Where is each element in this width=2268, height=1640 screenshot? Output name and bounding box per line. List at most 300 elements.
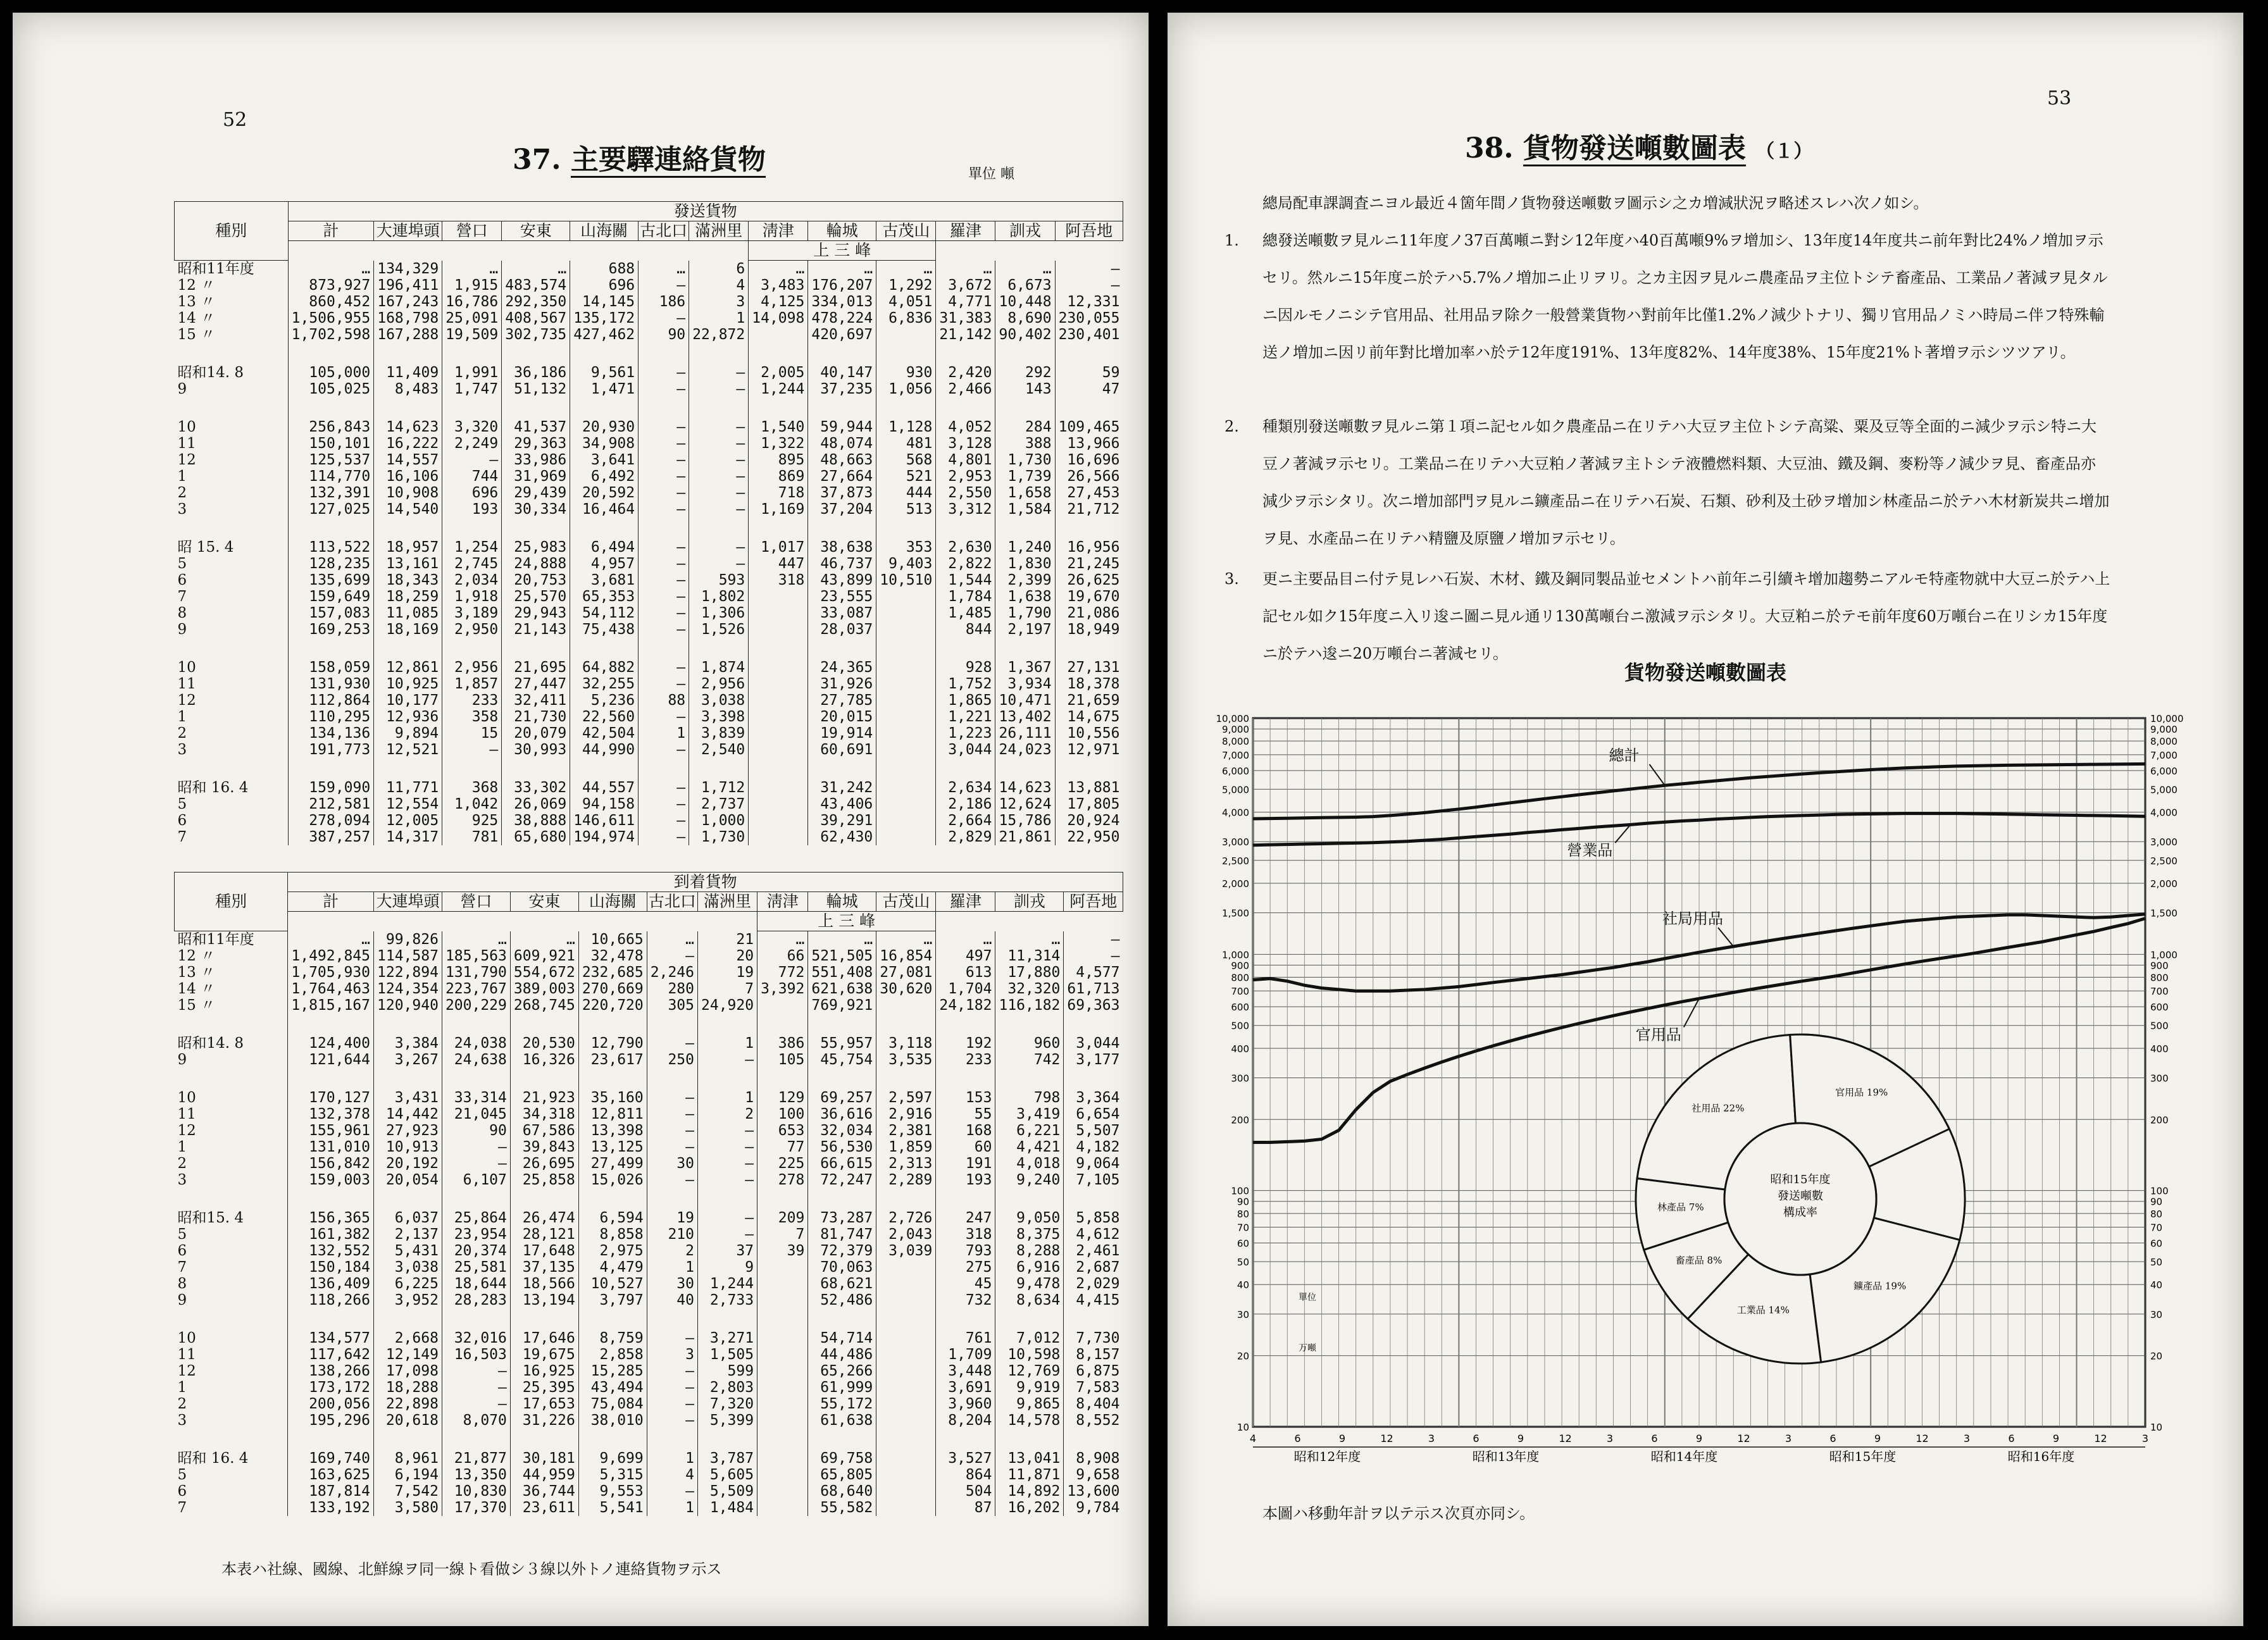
table-cell: 3,320: [442, 416, 502, 435]
table-cell: 225: [757, 1155, 808, 1172]
arrival-column-header: 營口: [442, 892, 510, 912]
table-cell: 138,266: [288, 1363, 374, 1379]
table-cell: 7,583: [1064, 1379, 1123, 1396]
table-cell: 21,086: [1055, 605, 1123, 621]
row-label: 1: [177, 1379, 187, 1396]
table-cell: 19,675: [510, 1346, 578, 1363]
left-title-number: 37.: [513, 144, 561, 176]
table-cell: 18,259: [374, 588, 442, 605]
row-label: 12: [177, 692, 196, 709]
table-cell: [876, 1448, 936, 1467]
y-tick-label-left: 300: [1231, 1072, 1249, 1084]
series-label-leader: [1650, 764, 1665, 785]
table-cell: 150,101: [288, 435, 374, 452]
table-cell: 54,714: [808, 1327, 876, 1346]
table-cell: 36,616: [808, 1106, 876, 1122]
table-cell: —: [647, 1172, 697, 1188]
table-cell: 77: [757, 1139, 808, 1155]
table-cell: 209: [757, 1207, 808, 1226]
table-cell: 168: [936, 1122, 995, 1139]
pie-center-label: 發送噸數: [1778, 1190, 1823, 1203]
y-tick-label-left: 700: [1231, 986, 1249, 998]
table-cell: 2,005: [749, 362, 808, 381]
table-cell: 3,641: [570, 452, 639, 468]
table-cell: —: [698, 1122, 757, 1139]
table-cell: —: [647, 1412, 697, 1429]
x-tick-label: 4: [1249, 1432, 1257, 1444]
table-cell: 13,398: [578, 1122, 647, 1139]
y-tick-label-right: 80: [2150, 1208, 2163, 1220]
table-row: [175, 1396, 1123, 1412]
table-cell: —: [647, 1139, 697, 1155]
table-cell: 134,329: [374, 261, 442, 278]
table-cell: 2,289: [876, 1172, 936, 1188]
table-cell: 127,025: [288, 501, 374, 518]
row-label: 7: [177, 1259, 187, 1276]
table-cell: 131,010: [288, 1139, 374, 1155]
table-row: [175, 931, 1123, 948]
row-label: 昭和11年度: [177, 261, 254, 277]
table-cell: 9,919: [995, 1379, 1064, 1396]
table-cell: 3,672: [936, 277, 995, 294]
table-cell: 4,479: [578, 1259, 647, 1276]
table-cell: 37,135: [510, 1259, 578, 1276]
dispatch-column-header: 營口: [442, 221, 502, 241]
table-cell: 2,540: [689, 742, 749, 758]
x-tick-label: 6: [1651, 1432, 1658, 1444]
paragraph-3-text: 更ニ主要品目ニ付テ見レハ石炭、木材、鐵及鋼同製品並セメントハ前年ニ引續キ增加趨勢ニアルモ特產物就中大豆ニ於テハ上記セル如ク15年度ニ入リ逡ニ圖ニ見ル通リ130萬噸台ニ激減ヲ示シタリ。大豆粕ニ於テモ前年度60万噸台ニ在リシカ15年度ニ於テハ逡ニ20万噸台ニ著減セリ。: [1262, 570, 2110, 662]
table-cell: …: [749, 261, 808, 278]
table-cell: 68,640: [808, 1483, 876, 1500]
table-cell: 73,287: [808, 1207, 876, 1226]
table-cell: 284: [995, 416, 1055, 435]
x-period-label: 昭和15年度: [1829, 1449, 1897, 1464]
table-cell: [757, 997, 808, 1014]
table-cell: 8,404: [1064, 1396, 1123, 1412]
table-cell: 3,044: [1064, 1033, 1123, 1052]
table-cell: 17,648: [510, 1243, 578, 1259]
table-cell: 568: [876, 452, 936, 468]
table-cell: 302,735: [502, 326, 570, 343]
table-cell: 66,615: [808, 1155, 876, 1172]
table-cell: 122,894: [374, 964, 442, 981]
table-cell: 17,805: [1055, 796, 1123, 812]
arrival-column-header: 阿吾地: [1064, 892, 1123, 912]
table-cell: 2,803: [698, 1379, 757, 1396]
table-cell: 129: [757, 1087, 808, 1106]
table-cell: 14,317: [374, 829, 442, 845]
table-cell: 2,916: [876, 1106, 936, 1122]
table-cell: 9,865: [995, 1396, 1064, 1412]
table-cell: 8,552: [1064, 1412, 1123, 1429]
table-cell: 35,160: [578, 1087, 647, 1106]
table-cell: 43,406: [808, 796, 876, 812]
table-cell: 10,830: [442, 1483, 510, 1500]
table-cell: 12,790: [578, 1033, 647, 1052]
row-label: 8: [177, 605, 187, 621]
row-label: 3: [177, 742, 187, 758]
table-cell: 3,044: [936, 742, 995, 758]
row-label: 3: [177, 1412, 187, 1429]
dispatch-column-header: 大連埠頭: [374, 221, 442, 241]
row-spacer: [175, 518, 1123, 537]
table-cell: …: [936, 931, 995, 948]
y-tick-label-left: 800: [1231, 972, 1249, 984]
table-cell: —: [647, 1122, 697, 1139]
y-tick-label-right: 600: [2150, 1002, 2169, 1014]
table-cell: 21,045: [442, 1106, 510, 1122]
table-cell: 18,957: [374, 537, 442, 556]
series-label: 總計: [1609, 747, 1640, 765]
table-cell: —: [647, 1106, 697, 1122]
table-cell: 10,556: [1055, 725, 1123, 742]
table-cell: 798: [995, 1087, 1064, 1106]
table-row: [175, 829, 1123, 845]
table-cell: 61,638: [808, 1412, 876, 1429]
table-cell: 109,465: [1055, 416, 1123, 435]
row-spacer: [175, 638, 1123, 657]
table-cell: [749, 657, 808, 676]
table-row: [175, 725, 1123, 742]
table-cell: 124,400: [288, 1033, 374, 1052]
table-row: [175, 742, 1123, 758]
row-label: 2: [177, 725, 187, 742]
table-cell: 1,000: [689, 812, 749, 829]
arrival-column-header: 古茂山: [876, 892, 936, 912]
table-cell: 65,805: [808, 1467, 876, 1483]
row-spacer: [175, 1188, 1123, 1207]
table-cell: …: [288, 261, 374, 278]
table-cell: 27,499: [578, 1155, 647, 1172]
y-tick-label-left: 5,000: [1222, 784, 1249, 796]
table-cell: 2,461: [1064, 1243, 1123, 1259]
table-cell: 3,392: [757, 981, 808, 997]
table-cell: 447: [749, 556, 808, 572]
table-cell: 1,704: [936, 981, 995, 997]
table-cell: 75,438: [570, 621, 639, 638]
table-cell: 21,923: [510, 1087, 578, 1106]
table-row: [175, 277, 1123, 294]
table-cell: 5,541: [578, 1500, 647, 1516]
table-cell: 12,861: [374, 657, 442, 676]
table-cell: 117,642: [288, 1346, 374, 1363]
table-cell: 2,950: [442, 621, 502, 638]
table-row: [175, 381, 1123, 397]
table-cell: 2,466: [936, 381, 995, 397]
table-cell: 3,448: [936, 1363, 995, 1379]
table-row: [175, 1052, 1123, 1068]
table-cell: 64,882: [570, 657, 639, 676]
table-row: [175, 1207, 1123, 1226]
table-cell: [876, 1412, 936, 1429]
table-cell: 11,409: [374, 362, 442, 381]
table-cell: 10,598: [995, 1346, 1064, 1363]
table-cell: 6,194: [374, 1467, 442, 1483]
table-cell: 100: [757, 1106, 808, 1122]
table-cell: 17,646: [510, 1327, 578, 1346]
table-cell: 10,177: [374, 692, 442, 709]
table-cell: 4: [689, 277, 749, 294]
y-tick-label-right: 20: [2150, 1350, 2163, 1362]
table-cell: 3,934: [995, 676, 1055, 692]
table-cell: 153: [936, 1087, 995, 1106]
table-cell: 6,673: [995, 277, 1055, 294]
x-tick-label: 3: [1963, 1432, 1971, 1444]
table-cell: —: [639, 709, 689, 725]
table-cell: 2,597: [876, 1087, 936, 1106]
table-cell: 1,918: [442, 588, 502, 605]
table-cell: 159,003: [288, 1172, 374, 1188]
table-cell: 14,145: [570, 294, 639, 310]
table-cell: 157,083: [288, 605, 374, 621]
table-cell: 132,552: [288, 1243, 374, 1259]
table-cell: 513: [876, 501, 936, 518]
table-cell: 1,484: [698, 1500, 757, 1516]
y-tick-label-left: 40: [1237, 1279, 1249, 1291]
table-cell: 70,063: [808, 1259, 876, 1276]
table-cell: 12,521: [374, 742, 442, 758]
table-cell: —: [689, 501, 749, 518]
table-cell: 718: [749, 485, 808, 501]
table-row: [175, 1363, 1123, 1379]
table-cell: 161,382: [288, 1226, 374, 1243]
table-row: [175, 621, 1123, 638]
table-cell: 233: [442, 692, 502, 709]
table-cell: 3,267: [374, 1052, 442, 1068]
arrival-column-header: 大連埠頭: [374, 892, 442, 912]
table-cell: 22,950: [1055, 829, 1123, 845]
table-cell: 1,815,167: [288, 997, 374, 1014]
table-cell: 16,326: [510, 1052, 578, 1068]
table-cell: 37,204: [808, 501, 876, 518]
table-cell: 20,374: [442, 1243, 510, 1259]
table-cell: 925: [442, 812, 502, 829]
table-cell: 30,334: [502, 501, 570, 518]
table-row: [175, 362, 1123, 381]
table-row: [175, 796, 1123, 812]
row-label: 6: [177, 572, 187, 588]
table-cell: 1: [698, 1033, 757, 1052]
table-cell: [876, 1467, 936, 1483]
table-cell: 7,320: [698, 1396, 757, 1412]
table-cell: 9,403: [876, 556, 936, 572]
y-tick-label-left: 400: [1231, 1043, 1249, 1055]
table-cell: 37: [698, 1243, 757, 1259]
table-cell: 16,786: [442, 294, 502, 310]
table-cell: …: [936, 261, 995, 278]
table-cell: 860,452: [288, 294, 374, 310]
table-cell: 20,924: [1055, 812, 1123, 829]
table-cell: [876, 1292, 936, 1308]
table-cell: 4,801: [936, 452, 995, 468]
table-cell: 5,236: [570, 692, 639, 709]
y-tick-label-right: 1,000: [2150, 949, 2178, 961]
table-cell: —: [639, 588, 689, 605]
table-cell: 200,229: [442, 997, 510, 1014]
table-cell: 23,954: [442, 1226, 510, 1243]
table-cell: 9,240: [995, 1172, 1064, 1188]
row-label: 2: [177, 1155, 187, 1172]
row-label: 12: [177, 1122, 196, 1139]
table-row: [175, 1033, 1123, 1052]
table-cell: 33,314: [442, 1087, 510, 1106]
table-cell: 192: [936, 1033, 995, 1052]
y-tick-label-left: 8,000: [1222, 736, 1249, 748]
table-cell: 25,983: [502, 537, 570, 556]
table-cell: —: [639, 537, 689, 556]
y-tick-label-right: 800: [2150, 972, 2169, 984]
pie-center-label: 構成率: [1783, 1206, 1817, 1219]
table-cell: [757, 1292, 808, 1308]
table-cell: 20: [698, 948, 757, 964]
table-cell: 26,069: [502, 796, 570, 812]
x-tick-label: 12: [1916, 1432, 1929, 1444]
table-cell: 21,861: [995, 829, 1055, 845]
table-row: [175, 1243, 1123, 1259]
chart-note: 本圖ハ移動年計ヲ以テ示ス次頁亦同シ。: [1262, 1505, 1535, 1522]
table-cell: 233: [936, 1052, 995, 1068]
table-cell: 1,492,845: [288, 948, 374, 964]
table-cell: 19: [698, 964, 757, 981]
dispatch-corner-header: 種別: [175, 202, 289, 261]
row-label: 昭和 16. 4: [177, 1450, 249, 1467]
y-tick-label-right: 60: [2150, 1238, 2163, 1250]
table-cell: 844: [936, 621, 995, 638]
table-row: [175, 416, 1123, 435]
table-cell: 32,478: [578, 948, 647, 964]
table-cell: 20,592: [570, 485, 639, 501]
table-cell: 20,618: [374, 1412, 442, 1429]
table-cell: 9,784: [1064, 1500, 1123, 1516]
y-tick-label-right: 90: [2150, 1196, 2163, 1208]
table-cell: 44,959: [510, 1467, 578, 1483]
y-tick-label-right: 70: [2150, 1222, 2163, 1234]
table-cell: [757, 1259, 808, 1276]
table-cell: 30: [647, 1276, 697, 1292]
table-cell: 1,747: [442, 381, 502, 397]
arrival-column-header: 滿洲里: [698, 892, 757, 912]
table-cell: 3,189: [442, 605, 502, 621]
table-cell: 16,106: [374, 468, 442, 485]
table-cell: 554,672: [510, 964, 578, 981]
table-cell: 21,143: [502, 621, 570, 638]
table-cell: 230,055: [1055, 310, 1123, 326]
table-cell: 20,054: [374, 1172, 442, 1188]
table-cell: —: [639, 452, 689, 468]
x-tick-label: 3: [1428, 1432, 1435, 1444]
arrival-group-header: 上 三 峰: [757, 912, 936, 931]
table-row: [175, 572, 1123, 588]
table-cell: —: [647, 1396, 697, 1412]
table-cell: [876, 777, 936, 796]
table-cell: 4,125: [749, 294, 808, 310]
table-cell: 16,925: [510, 1363, 578, 1379]
table-cell: 1,752: [936, 676, 995, 692]
table-cell: 167,243: [374, 294, 442, 310]
row-label: 13 〃: [177, 294, 216, 310]
table-cell: 20,753: [502, 572, 570, 588]
table-cell: 3,960: [936, 1396, 995, 1412]
table-cell: 105: [757, 1052, 808, 1068]
table-cell: 1,830: [995, 556, 1055, 572]
table-cell: 1,705,930: [288, 964, 374, 981]
table-row: [175, 964, 1123, 981]
table-cell: [757, 1412, 808, 1429]
table-cell: 3,312: [936, 501, 995, 518]
table-cell: 2,550: [936, 485, 995, 501]
table-row: [175, 1122, 1123, 1139]
table-cell: 1,254: [442, 537, 502, 556]
table-cell: 19,914: [808, 725, 876, 742]
table-cell: 387,257: [288, 829, 374, 845]
table-cell: [876, 829, 936, 845]
table-cell: 1,857: [442, 676, 502, 692]
table-cell: 24,638: [442, 1052, 510, 1068]
table-cell: 18,566: [510, 1276, 578, 1292]
paragraph-3-number: 3.: [1224, 570, 1239, 588]
table-cell: 1,709: [936, 1346, 995, 1363]
table-cell: 22,872: [689, 326, 749, 343]
table-cell: 212,581: [288, 796, 374, 812]
table-cell: 772: [757, 964, 808, 981]
row-label: 5: [177, 556, 187, 572]
dispatch-group-header: 上 三 峰: [749, 241, 936, 261]
table-cell: 14,557: [374, 452, 442, 468]
table-cell: 1: [639, 725, 689, 742]
table-cell: 16,956: [1055, 537, 1123, 556]
table-row: [175, 812, 1123, 829]
table-cell: 193: [936, 1172, 995, 1188]
table-cell: 21,659: [1055, 692, 1123, 709]
table-cell: 7,105: [1064, 1172, 1123, 1188]
table-cell: 2,420: [936, 362, 995, 381]
table-cell: 62,430: [808, 829, 876, 845]
table-cell: [876, 742, 936, 758]
table-cell: 8,690: [995, 310, 1055, 326]
table-cell: 37,873: [808, 485, 876, 501]
table-cell: 2,745: [442, 556, 502, 572]
table-cell: 2,733: [698, 1292, 757, 1308]
table-cell: 3,271: [698, 1327, 757, 1346]
table-cell: —: [647, 1087, 697, 1106]
table-cell: 256,843: [288, 416, 374, 435]
table-row: [175, 326, 1123, 343]
table-cell: [757, 1346, 808, 1363]
table-cell: [876, 796, 936, 812]
table-cell: [876, 588, 936, 605]
table-cell: 1,638: [995, 588, 1055, 605]
table-row: [175, 1155, 1123, 1172]
table-cell: 133,192: [288, 1500, 374, 1516]
table-cell: —: [442, 1379, 510, 1396]
table-cell: —: [442, 452, 502, 468]
row-label: 10: [177, 1090, 196, 1106]
table-row: [175, 1379, 1123, 1396]
table-cell: 210: [647, 1226, 697, 1243]
table-cell: 19,509: [442, 326, 502, 343]
table-cell: …: [639, 261, 689, 278]
arrival-column-header: 淸津: [757, 892, 808, 912]
table-cell: 22,898: [374, 1396, 442, 1412]
table-cell: 13,041: [995, 1448, 1064, 1467]
table-cell: 163,625: [288, 1467, 374, 1483]
table-cell: 275: [936, 1259, 995, 1276]
table-cell: 19: [647, 1207, 697, 1226]
table-cell: 185,563: [442, 948, 510, 964]
table-cell: [749, 588, 808, 605]
table-cell: 2: [647, 1243, 697, 1259]
table-cell: 1,802: [689, 588, 749, 605]
